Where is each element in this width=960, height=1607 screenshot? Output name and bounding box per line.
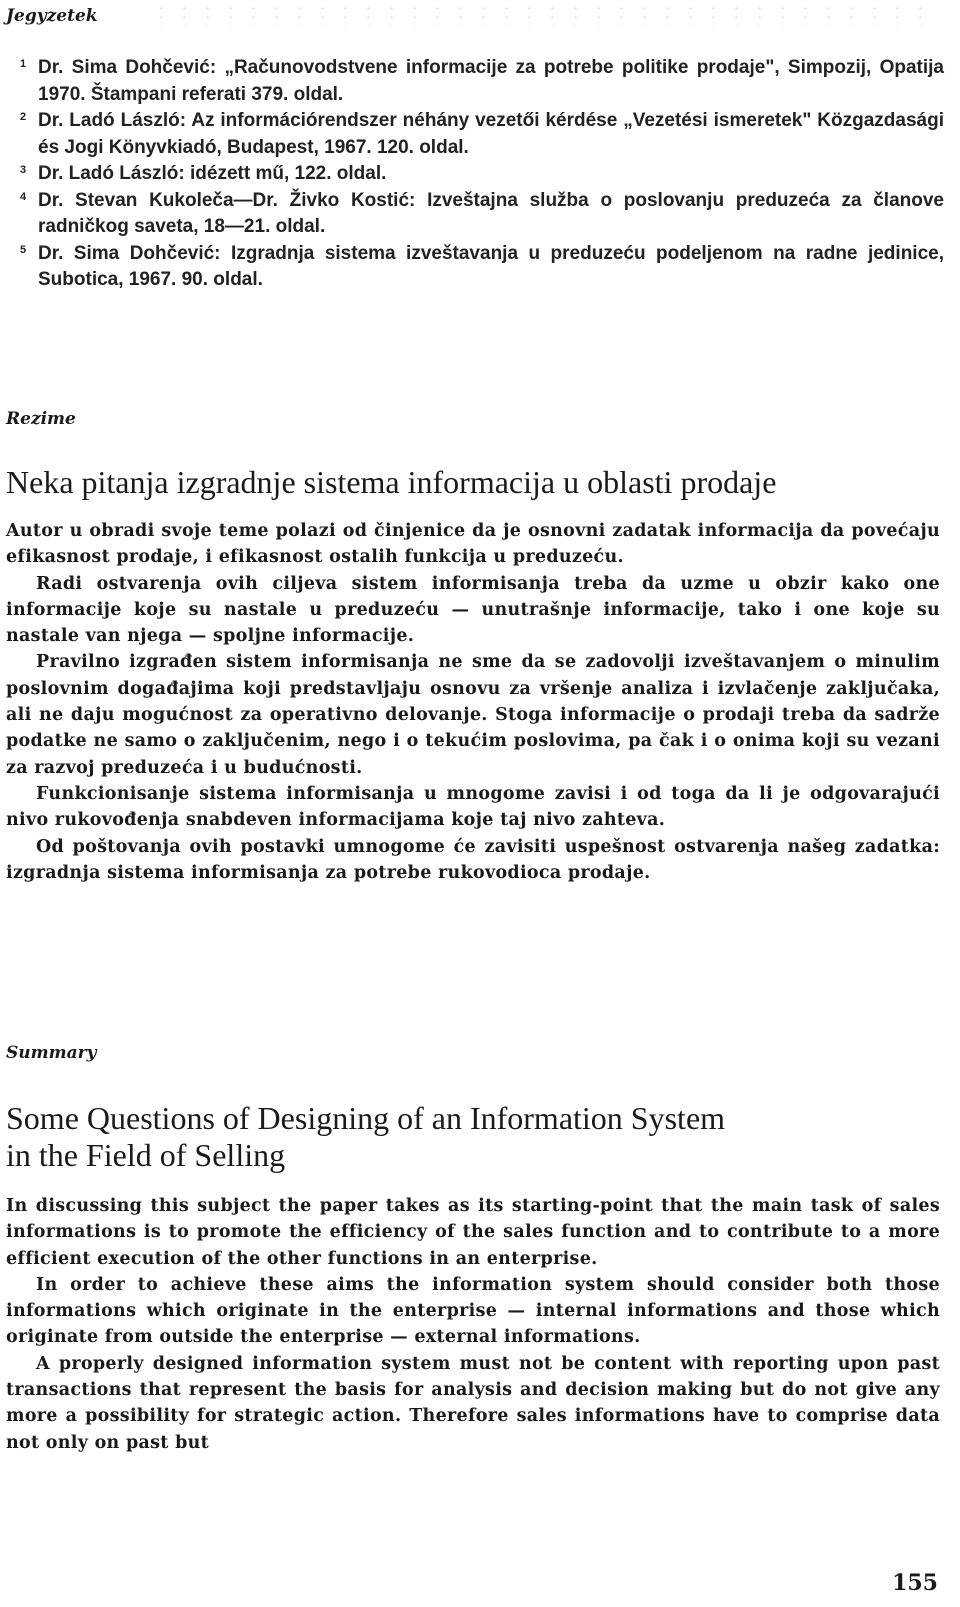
summary-title: [6, 1100, 725, 1174]
footnotes-list: [12, 55, 944, 294]
footnote-5-text: Dr. Sima Dohčević: Izgradnja sistema izveštavanja u preduzeću podeljenom na radne jedinice, Subotica, 1967. 90. oldal.: [38, 242, 944, 290]
summary-paragraph-1: In discussing this subject the paper takes as its starting-point that the main task of sales informations is to promote the efficiency of the sales function and to contribute to a more efficient execution of the other functions in an enterprise.: [6, 1196, 940, 1269]
summary-title-line-2: in the Field of Selling: [6, 1137, 286, 1173]
footnote-5: [12, 241, 944, 294]
footnote-3-number: 3: [20, 164, 27, 176]
notes-label: Jegyzetek: [6, 6, 98, 26]
footnote-1: [12, 55, 944, 108]
footnote-5-number: 5: [20, 243, 27, 256]
summary-paragraph-2: In order to achieve these aims the information system should consider both those informations which originate in the enterprise — internal informations and those which originate from outside the enterprise — external informations.: [6, 1274, 940, 1348]
summary-body: [6, 1193, 940, 1456]
rezime-body: [6, 518, 940, 886]
footnote-4-number: 4: [20, 190, 27, 203]
rezime-title: Neka pitanja izgradnje sistema informacija u oblasti prodaje: [6, 464, 777, 500]
rezime-paragraph-5: Od poštovanja ovih postavki umnogome će zavisiti uspešnost ostvarenja našeg zadatka: izgradnja sistema informisanja za potrebe rukovodioca prodaje.: [6, 836, 940, 883]
footnote-2-number: 2: [20, 111, 27, 123]
rezime-paragraph-2: Radi ostvarenja ovih ciljeva sistem informisanja treba da uzme u obzir kako one informacije koje su nastale u preduzeću — unutrašnje informacije, tako i one koje su nastale van njega — spoljne informacije.: [6, 573, 940, 647]
footnote-2-text: Dr. Ladó László: Az információrendszer néhány vezetői kérdése „Vezetési ismeretek" Közgazdasági és Jogi Könyvkiadó, Budapest, 1967. 120. oldal.: [38, 110, 944, 158]
footnote-2: [12, 108, 944, 161]
footnote-4: [12, 188, 944, 241]
rezime-paragraph-4: Funkcionisanje sistema informisanja u mnogome zavisi i od toga da li je odgovarajući nivo rukovođenja snabdeven informacijama koje taj nivo zahteva.: [6, 783, 940, 831]
summary-label: Summary: [6, 1043, 97, 1063]
rezime-paragraph-1: Autor u obradi svoje teme polazi od činjenice da je osnovni zadatak informacija da povećaju efikasnost prodaje, i efikasnost ostalih funkcija u preduzeću.: [6, 521, 940, 568]
rezime-label: Rezime: [6, 409, 76, 429]
rezime-paragraph-3: Pravilno izgrađen sistem informisanja ne sme da se zadovolji izveštavanjem o minulim poslovnim događajima koji predstavljaju osnovu za vršenje analiza i izvlačenje zaključaka, ali ne daju mogućnost za operativno delovanje. Stoga informacije o prodaji treba da sadrže podatke ne samo o zaključenim, nego i o tekućim poslovima, pa čak i o onima koji su vezani za razvoj preduzeća i u budućnosti.: [6, 652, 940, 778]
footnote-1-text: Dr. Sima Dohčević: „Računovodstvene informacije za potrebe politike prodaje", Simpozij, Opatija 1970. Štampani referati 379. oldal.: [38, 57, 944, 105]
scan-noise: [150, 4, 930, 26]
footnote-3: [12, 161, 944, 188]
page-number: 155: [892, 1570, 938, 1596]
summary-title-line-1: Some Questions of Designing of an Information System: [6, 1100, 726, 1136]
footnote-4-text: Dr. Stevan Kukoleča—Dr. Živko Kostić: Izveštajna služba o poslovanju preduzeća za članove radničkog saveta, 18—21. oldal.: [38, 189, 944, 237]
footnote-3-text: Dr. Ladó László: idézett mű, 122. oldal.: [38, 163, 387, 184]
summary-paragraph-3: A properly designed information system must not be content with reporting upon past transactions that represent the basis for analysis and decision making but do not give any more a possibility for strategic action. Therefore sales informations have to comprise data not only on past but: [6, 1353, 940, 1453]
footnote-1-number: 1: [20, 58, 27, 70]
